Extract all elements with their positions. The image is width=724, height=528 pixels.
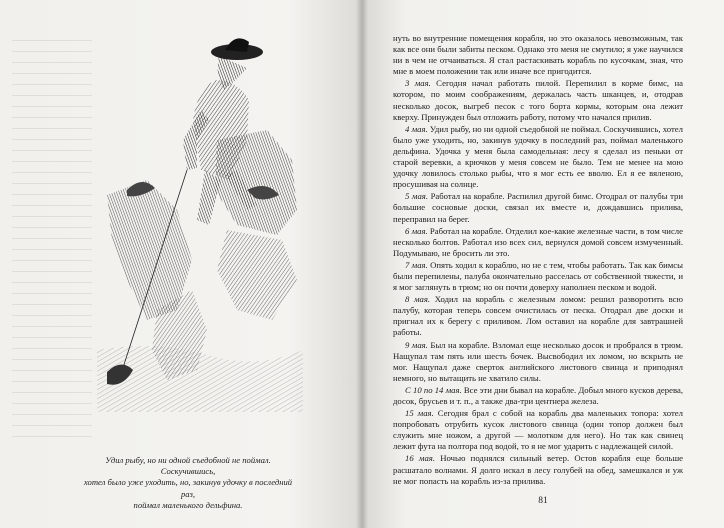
diary-entry [393,191,683,224]
entry-text: Ночью поднялся сильный ветер. Остов корабля еще больше расшатало волнами. Я долго искал в лесу голубей на обед, замешкался и уж не мог попасть на корабль из-за прилива. [393,453,683,486]
entry-text: Опять ходил к кораблю, но не с тем, чтобы работать. Так как бимсы были перепилены, палуба окончательно расселась от собственной тяжести, и я мог заглянуть в трюм; но он почти доверху наполнен песком и водой. [393,259,683,293]
entry-text: Удил рыбу, но ни одной съедобной не поймал. Соскучившись, хотел было уже уходить, но, закинув удочку в последний раз, поймал маленького дельфина. Удочка у меня была самодельная: лесу я сделал из пеньки от старой веревки, а крючков у меня совсем не было. Тем не менее на мою удочку ловилось столько рыбы, что я мог есть ее вволю. Ел я ее вяленою, просушивая на солнце. [393,123,683,190]
engraving-illustration [97,20,303,412]
diary-entry [393,260,683,293]
entry-text: Ходил на корабль с железным ломом: решил разворотить всю палубу, которая теперь совсем очистилась от песка. Отодрал две доски и пригнал их к берегу с приливом. Лом оставил на корабле для завтрашней работы. [393,294,683,338]
entry-date: 8 мая. [405,294,431,305]
paragraph [393,33,683,77]
entry-text: Работал на корабле. Распилил другой бимс. Отодрал от палубы три большие сосновые доски, связал их вместе и, дождавшись прилива, переправил на берег. [393,191,683,224]
entry-text: Был на корабле. Взломал еще несколько досок и пробрался в трюм. Нащупал там пять или шесть бочек. Высвободил их ломом, но вскрыть не мог. Нащупал даже сверток английского листового свинца и приподнял немного, но вытащить не хватило силы. [393,339,683,383]
entry-text: Все эти дни бывал на корабле. Добыл много кусков дерева, досок, брусьев и т. п., а также два-три центнера железа. [393,384,683,406]
illustration-caption [78,455,298,511]
diary-text [393,33,683,488]
entry-date: 3 мая. [405,78,431,89]
diary-entry [393,78,683,122]
bleed-through-text [12,40,92,440]
caption-line: хотел было уже уходить, но, закинув удочку в последний раз, [83,477,293,499]
entry-text: Работал на корабле. Отделил кое-какие железные части, в том числе несколько болтов. Работал изо всех сил, вернулся домой совсем измученный. Подумываю, не бросить ли это. [393,225,683,258]
diary-entry [393,226,683,259]
diary-entry [393,294,683,338]
caption-line: поймал маленького дельфина. [133,499,243,510]
entry-date: 7 мая. [405,259,428,270]
entry-date: 15 мая. [405,408,434,419]
page-number: 81 [538,496,548,506]
entry-date: 9 мая. [405,339,428,350]
entry-date: 6 мая. [405,225,428,236]
diary-entry [393,453,683,486]
entry-date: С 10 по 14 мая. [405,384,462,395]
book-gutter-shadow [356,0,368,528]
diary-entry [393,340,683,384]
diary-entry [393,385,683,407]
entry-date: 5 мая. [405,191,429,202]
paragraph-text: нуть во внутренние помещения корабля, но это оказалось невозможным, так как все они были забиты песком. Однако это меня не смутило; я уже научился ни в чем не отчаиваться. Я стал растаскивать корабль по кусочкам, зная, что мне в моем положении так или иначе все пригодится. [393,33,683,77]
entry-text: Сегодня начал работать пилой. Перепилил в корме бимс, на котором, по моим соображениям, держалась часть шканцев, и, отодрав несколько досок, выгреб песок с того борта кормы, которым она лежит кверху. Принужден был отложить работу, потому что начался прилив. [393,78,683,122]
right-page [362,0,724,528]
diary-entry [393,408,683,452]
entry-date: 4 мая. [405,123,428,134]
diary-entry [393,124,683,191]
entry-date: 16 мая. [405,453,436,464]
caption-line: Удил рыбу, но ни одной съедобной не поймал. Соскучившись, [105,455,271,477]
entry-text: Сегодня брал с собой на корабль два маленьких топора: хотел попробовать отрубить кусок листового свинца (один топор должен был служить мне ножом, а другой — молотком для него). Но так как свинец лежит фута на полтора под водой, то я не мог ударить с надлежащей силой. [393,408,683,452]
